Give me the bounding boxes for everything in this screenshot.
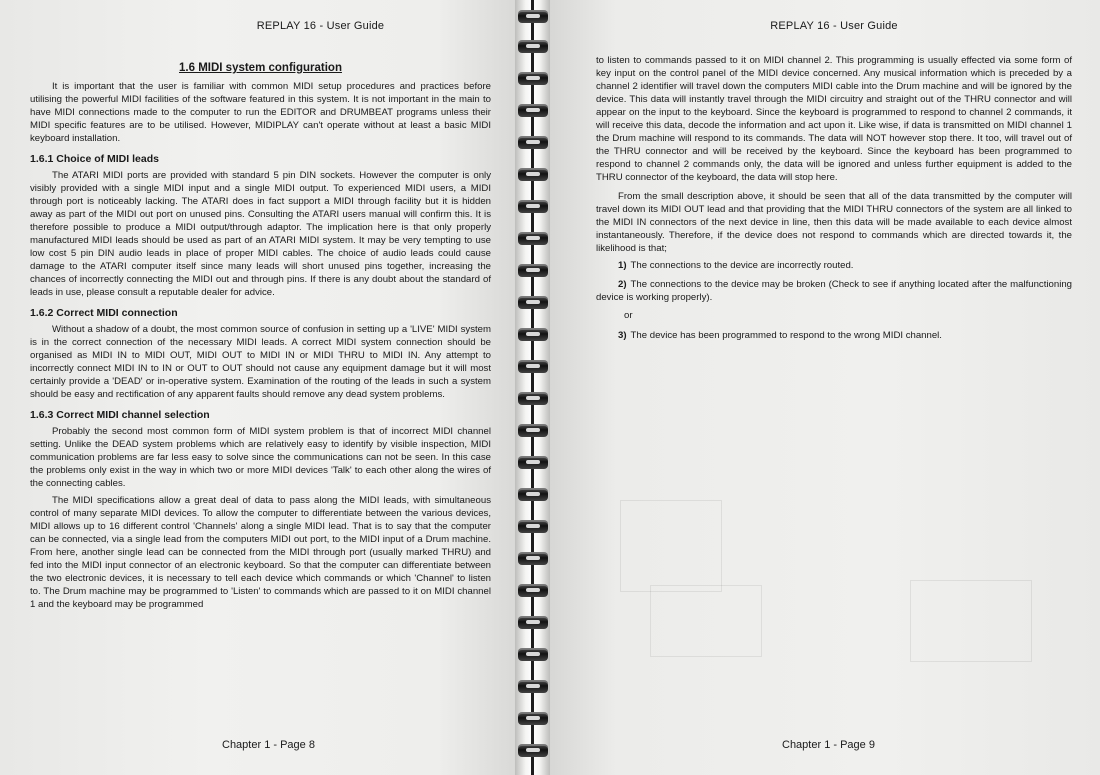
- running-head-right: REPLAY 16 - User Guide: [770, 20, 898, 32]
- list-number: 1): [618, 260, 627, 271]
- binding-ring: [518, 328, 548, 341]
- binding-ring: [518, 168, 548, 181]
- binding-ring: [518, 104, 548, 117]
- binding-ring: [518, 10, 548, 23]
- binding-ring: [518, 72, 548, 85]
- binding-ring: [518, 360, 548, 373]
- binding-ring: [518, 232, 548, 245]
- paragraph-midi-connection: Without a shadow of a doubt, the most common source of confusion in setting up a 'LIVE' MIDI system is in the correct connection of the necessary MIDI leads. A correct MIDI system connection should be organised as MIDI IN to MIDI OUT, MIDI OUT to MIDI IN or MIDI THRU to MIDI IN. Any attempt to incorrectly connect MIDI IN to IN or OUT to OUT should not cause any equipment damage but it will most certainly provide a 'DEAD' or in-operative system. Examination of the routing of the leads in such a system should be easy and rectification of any apparent faults should remove any dead system problems.: [30, 324, 491, 400]
- left-page: [0, 0, 515, 775]
- binding-ring: [518, 264, 548, 277]
- binding-ring: [518, 488, 548, 501]
- list-text: The connections to the device may be broken (Check to see if anything located after the malfunctioning device is working properly).: [596, 279, 1072, 303]
- list-item-2: [596, 278, 1072, 304]
- list-text: The connections to the device are incorrectly routed.: [630, 260, 854, 271]
- heading-channel-selection: 1.6.3 Correct MIDI channel selection: [30, 409, 210, 421]
- binding-ring: [518, 136, 548, 149]
- list-item-3: [596, 329, 1072, 342]
- spiral-binding: [515, 0, 550, 775]
- binding-ring: [518, 200, 548, 213]
- bleed-through-box: [620, 500, 722, 592]
- page-footer-right: Chapter 1 - Page 9: [782, 739, 875, 751]
- summary-paragraph: From the small description above, it should be seen that all of the data transmitted by the computer will travel down its MIDI OUT lead and that providing that the MIDI THRU connectors of the system are all linked to the MIDI IN connectors of the next device in line, then this data will be made available to each device almost instantaneously. Therefore, if the device does not respond to commands which are directed towards it, the likelihood is that;: [596, 191, 1072, 254]
- paragraph-channel-selection-2: The MIDI specifications allow a great deal of data to pass along the MIDI leads, with simultaneous control of many separate MIDI devices. To allow the computer to differentiate between the various devices, MIDI allows up to 16 different control 'Channels' along a single MIDI lead. That is to say that the computer can be connected, via a single lead from the computers MIDI out port, to the MIDI input of a Drum machine. From here, another single lead can be connected from the MIDI through port (usually marked THRU) and fed into the MIDI input connector of an electronic keyboard. So that the computer can differentiate between the two electronic devices, it is necessary to tell each device which commands or which 'Channel' to listen to. The Drum machine may be programmed to 'Listen' to commands which are passed to it on MIDI channel 1 and the keyboard may be programmed: [30, 495, 491, 610]
- bleed-through-box: [910, 580, 1032, 662]
- paragraph-channel-selection-1: Probably the second most common form of MIDI system problem is that of incorrect MIDI channel setting. Unlike the DEAD system problems which are relatively easy to identify by visible inspection, MIDI communication problems are far less easy to solve since the communications can not be seen. In this case the problems only exist in the way in which two or more MIDI devices 'Talk' to each other along the wires of the connecting cables.: [30, 426, 491, 489]
- binding-ring: [518, 392, 548, 405]
- binding-ring: [518, 424, 548, 437]
- binding-ring: [518, 616, 548, 629]
- running-head-left: REPLAY 16 - User Guide: [256, 20, 385, 32]
- binding-ring: [518, 648, 548, 661]
- paragraph-midi-leads: The ATARI MIDI ports are provided with standard 5 pin DIN sockets. However the computer is only visibly provided with a single MIDI input and a single MIDI output. To experienced MIDI users, a MIDI through port is noticeably lacking. The ATARI does in fact support a MIDI through facility but it is hidden away as part of the MIDI out port on unused pins. Consulting the ATARI users manual will confirm this. It is therefore possible to produce a MIDI output/through adaptor. The implication here is that only properly manufactured MIDI leads should be used as part of an ATARI MIDI system. It may be very tempting to use low cost 5 pin DIN audio leads in place of proper MIDI cables. The choice of audio leads could cause damage to the ATARI computer itself since many leads will short unused pins together, increasing the chances of incorrectly connecting the MIDI out and through pins. If there is any doubt about the standard of leads in use, please consult a reputable dealer for advice.: [30, 170, 491, 298]
- intro-paragraph: It is important that the user is familiar with common MIDI setup procedures and practices before utilising the powerful MIDI facilities of the software featured in this system. It is not important in the main to have MIDI connections made to the computer to run the EDITOR and DRUMBEAT programs unless their MIDI specific features are to be utilised. However, MIDIPLAY can't operate without at least a basic MIDI keyboard installation.: [30, 81, 491, 144]
- binding-ring: [518, 680, 548, 693]
- or-separator: or: [624, 310, 633, 321]
- binding-ring: [518, 520, 548, 533]
- binding-ring: [518, 40, 548, 53]
- heading-correct-midi-connection: 1.6.2 Correct MIDI connection: [30, 307, 178, 319]
- right-page: [550, 0, 1100, 775]
- binding-ring: [518, 456, 548, 469]
- binding-ring: [518, 584, 548, 597]
- continuation-paragraph: to listen to commands passed to it on MIDI channel 2. This programming is usually effected via some form of key input on the control panel of the MIDI device concerned. Any musical information which is preceded by a channel 2 identifier will travel down the computers MIDI cable into the Drum machine and will be ignored by the device. This data will instantly travel through the MIDI circuitry and straight out of the THRU connector and will appear on the input to the keyboard. Since the keyboard is programmed to respond to channel 2 commands, it will receive this data, decode the information and act upon it. Like wise, if data is transmitted on MIDI channel 1 the Drum machine will respond to its commands. The data will NOT however stop there. It too, will travel out of the THRU connector and will be received by the keyboard. Since the keyboard has been programmed to respond to channel 2 commands only, the data will be ignored and unless further equipment is added to the THRU connector of the keyboard, the data will stop here.: [596, 55, 1072, 183]
- bleed-through-box: [650, 585, 762, 657]
- binding-ring: [518, 296, 548, 309]
- list-number: 2): [618, 279, 627, 290]
- list-item-1: [596, 259, 1072, 272]
- binding-ring: [518, 744, 548, 757]
- page-footer-left: Chapter 1 - Page 8: [222, 739, 315, 751]
- list-text: The device has been programmed to respond to the wrong MIDI channel.: [630, 330, 942, 341]
- heading-choice-of-midi-leads: 1.6.1 Choice of MIDI leads: [30, 153, 159, 165]
- list-number: 3): [618, 330, 627, 341]
- section-title: 1.6 MIDI system configuration: [179, 62, 342, 74]
- binding-ring: [518, 552, 548, 565]
- binding-ring: [518, 712, 548, 725]
